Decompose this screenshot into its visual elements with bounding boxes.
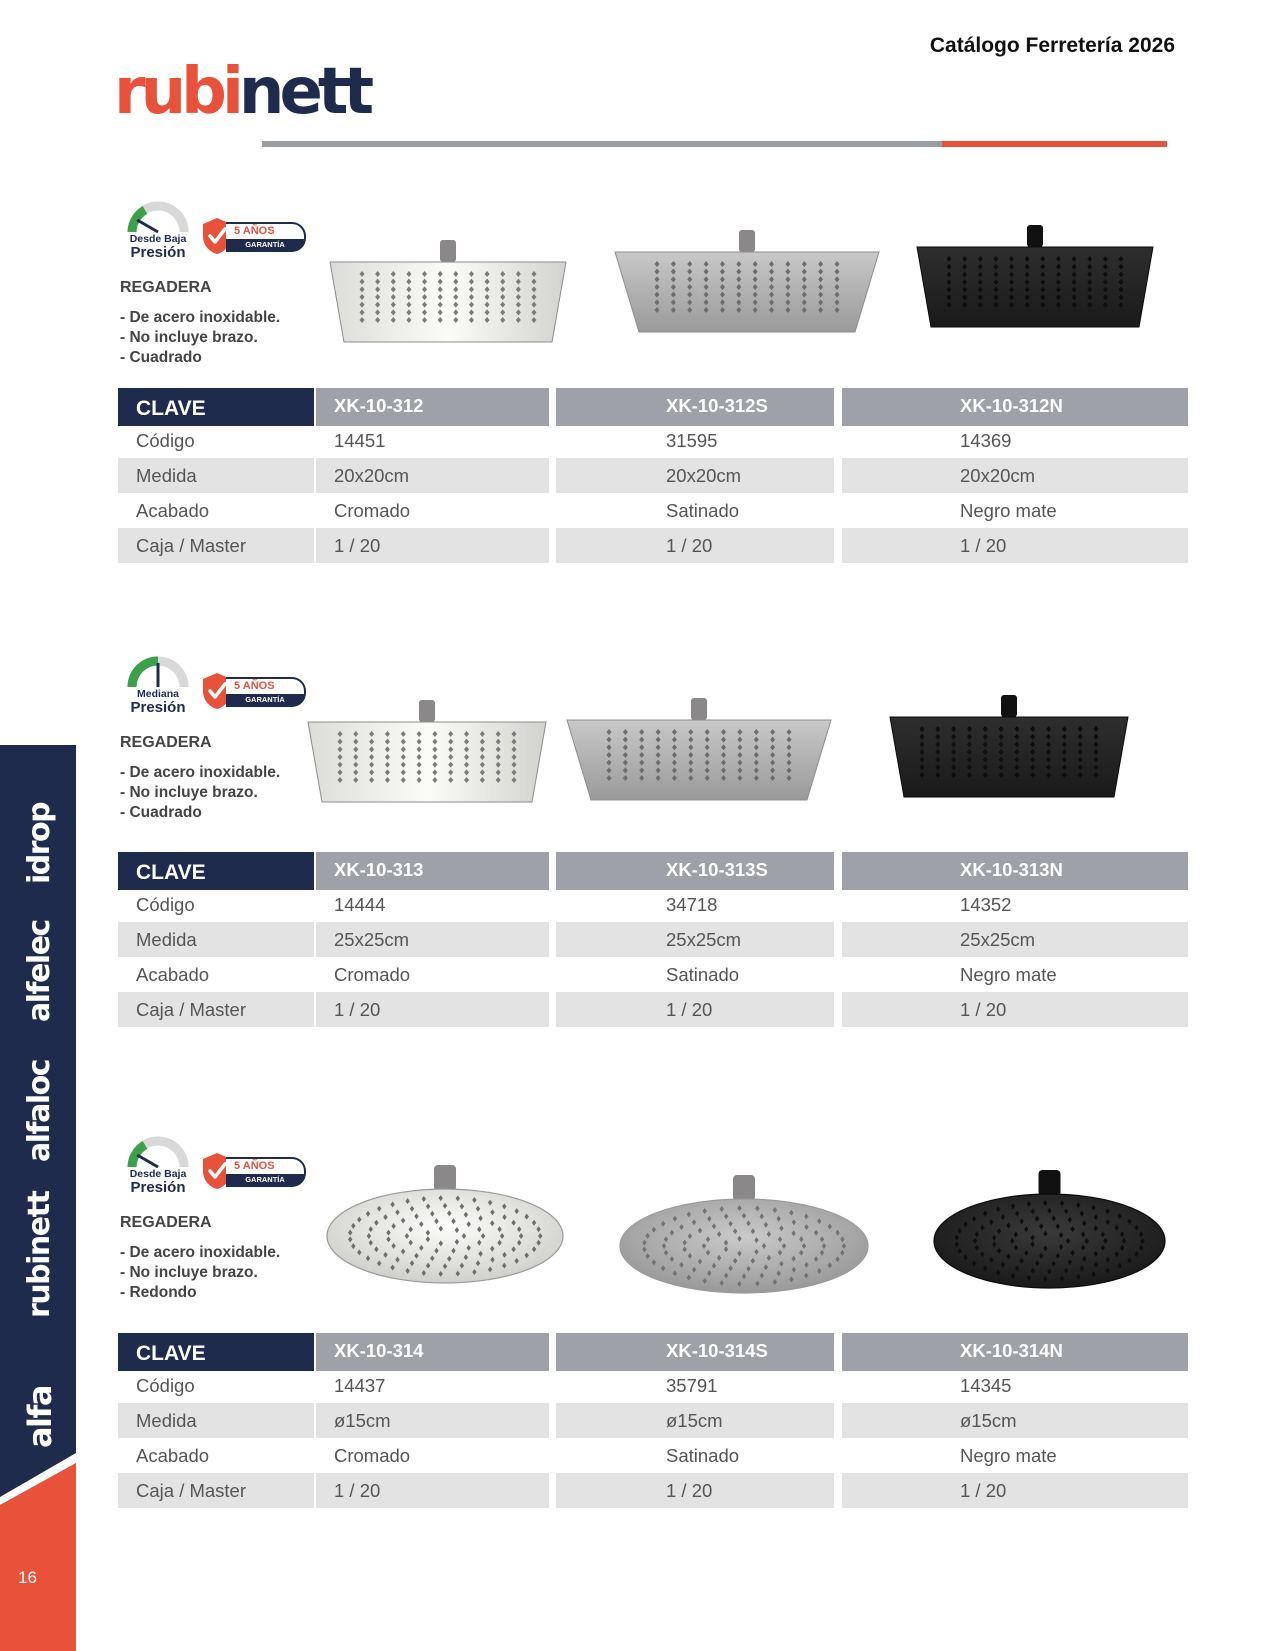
- feature-item: - Redondo: [120, 1284, 197, 1301]
- model-code: XK-10-313S: [556, 852, 834, 890]
- row-value: 14451: [334, 430, 386, 451]
- table-row: [118, 992, 1188, 1027]
- warranty-line-2: GARANTÍA: [226, 694, 304, 706]
- shower-head-black-image: [932, 1170, 1167, 1295]
- header-rule: [262, 141, 1167, 147]
- pressure-line-1: Mediana: [136, 688, 179, 700]
- row-value: 1 / 20: [842, 1473, 1188, 1508]
- row-value: Cromado: [334, 1445, 411, 1466]
- shower-head-satin-image: [613, 230, 881, 339]
- row-label: Medida: [118, 1403, 314, 1438]
- feature-item: - No incluye brazo.: [120, 329, 258, 346]
- row-value: 20x20cm: [556, 458, 834, 493]
- row-value: 35791: [666, 1375, 718, 1396]
- table-row: [118, 957, 1188, 992]
- feature-item: - De acero inoxidable.: [120, 309, 281, 326]
- shower-head-chrome-image: [325, 1165, 565, 1290]
- row-label: Medida: [118, 922, 314, 957]
- row-label: Código: [136, 894, 195, 915]
- table-header-row: [118, 1333, 1188, 1368]
- row-value: 1 / 20: [556, 1473, 834, 1508]
- model-code: XK-10-313: [316, 852, 549, 890]
- product-title: REGADERA: [120, 734, 212, 751]
- shower-head-chrome-image: [306, 700, 548, 809]
- warranty-badge: [226, 222, 306, 252]
- shower-head-black-image: [915, 225, 1155, 334]
- pressure-line-2: Presión: [130, 1179, 186, 1196]
- row-value: ø15cm: [556, 1403, 834, 1438]
- model-code: XK-10-313N: [842, 852, 1188, 890]
- feature-item: - De acero inoxidable.: [120, 764, 281, 781]
- row-value: 1 / 20: [842, 992, 1188, 1027]
- feature-list: [120, 1243, 280, 1303]
- product-title: REGADERA: [120, 279, 212, 296]
- row-value: Cromado: [334, 964, 411, 985]
- header-rule-grey: [262, 141, 942, 147]
- model-code: XK-10-314N: [842, 1333, 1188, 1371]
- row-label: Código: [136, 1375, 195, 1396]
- row-value: 31595: [666, 430, 718, 451]
- row-value: Satinado: [666, 500, 740, 521]
- shower-head-chrome-image: [328, 240, 568, 349]
- table-row: [118, 922, 1188, 957]
- pressure-line-1: Desde Baja: [129, 233, 187, 245]
- row-label: Código: [136, 430, 195, 451]
- model-code: XK-10-312S: [556, 388, 834, 426]
- shower-head-satin-image: [565, 698, 833, 807]
- row-label: Caja / Master: [118, 992, 314, 1027]
- rubinett-logo: [114, 55, 370, 129]
- feature-list: [120, 308, 280, 368]
- warranty-badge: [226, 1157, 306, 1187]
- row-label: Acabado: [136, 964, 210, 985]
- pressure-line-2: Presión: [130, 244, 186, 261]
- brand-alfa: alfa: [21, 1385, 59, 1449]
- row-value: Satinado: [666, 964, 740, 985]
- feature-item: - No incluye brazo.: [120, 784, 258, 801]
- catalog-year: 2026: [1128, 34, 1175, 57]
- spec-table: [118, 852, 1188, 1027]
- badges: [118, 1133, 298, 1199]
- row-value: 1 / 20: [842, 528, 1188, 563]
- row-value: 1 / 20: [316, 528, 549, 563]
- table-row: [118, 493, 1188, 528]
- brand-alfelec: alfelec: [22, 920, 57, 1022]
- table-row: [118, 458, 1188, 493]
- brand-rubinett: rubinett: [22, 1191, 57, 1318]
- clave-label: CLAVE: [118, 852, 314, 890]
- feature-item: - Cuadrado: [120, 349, 202, 366]
- shower-head-satin-image: [618, 1175, 870, 1300]
- feature-item: - No incluye brazo.: [120, 1264, 258, 1281]
- catalog-title: [930, 34, 1175, 58]
- table-row: [118, 1368, 1188, 1403]
- clave-label: CLAVE: [118, 1333, 314, 1371]
- table-row: [118, 423, 1188, 458]
- table-header-row: [118, 852, 1188, 887]
- model-code: XK-10-312: [316, 388, 549, 426]
- feature-item: - De acero inoxidable.: [120, 1244, 281, 1261]
- row-value: Satinado: [666, 1445, 740, 1466]
- row-value: 14345: [960, 1375, 1012, 1396]
- row-value: Negro mate: [960, 1445, 1057, 1466]
- row-value: 1 / 20: [556, 528, 834, 563]
- row-label: Caja / Master: [118, 528, 314, 563]
- row-value: ø15cm: [842, 1403, 1188, 1438]
- row-value: 1 / 20: [316, 1473, 549, 1508]
- page-number: 16: [18, 1568, 37, 1587]
- row-value: 20x20cm: [316, 458, 549, 493]
- badges: [118, 653, 298, 719]
- product-title: REGADERA: [120, 1214, 212, 1231]
- feature-list: [120, 763, 280, 823]
- row-value: Cromado: [334, 500, 411, 521]
- model-code: XK-10-314: [316, 1333, 549, 1371]
- table-row: [118, 1403, 1188, 1438]
- pressure-line-1: Desde Baja: [129, 1168, 187, 1180]
- row-label: Acabado: [136, 500, 210, 521]
- table-header-row: [118, 388, 1188, 423]
- row-value: Negro mate: [960, 964, 1057, 985]
- row-value: 1 / 20: [556, 992, 834, 1027]
- row-value: 1 / 20: [316, 992, 549, 1027]
- row-label: Caja / Master: [118, 1473, 314, 1508]
- model-code: XK-10-314S: [556, 1333, 834, 1371]
- table-row: [118, 1438, 1188, 1473]
- badges: [118, 198, 298, 264]
- row-value: ø15cm: [316, 1403, 549, 1438]
- row-value: 25x25cm: [556, 922, 834, 957]
- pressure-line-2: Presión: [130, 699, 186, 716]
- row-value: Negro mate: [960, 500, 1057, 521]
- row-value: 34718: [666, 894, 718, 915]
- row-value: 25x25cm: [842, 922, 1188, 957]
- spec-table: [118, 1333, 1188, 1508]
- brand-alfaloc: alfaloc: [22, 1060, 57, 1162]
- warranty-line-1: 5 AÑOS: [234, 225, 275, 237]
- table-row: [118, 887, 1188, 922]
- row-value: 14352: [960, 894, 1012, 915]
- logo-part-rubi: rubi: [114, 55, 239, 129]
- shower-head-black-image: [888, 695, 1130, 804]
- clave-label: CLAVE: [118, 388, 314, 426]
- warranty-line-1: 5 AÑOS: [234, 680, 275, 692]
- row-label: Medida: [118, 458, 314, 493]
- model-code: XK-10-312N: [842, 388, 1188, 426]
- warranty-line-2: GARANTÍA: [226, 239, 304, 251]
- warranty-line-1: 5 AÑOS: [234, 1160, 275, 1172]
- row-value: 25x25cm: [316, 922, 549, 957]
- logo-part-nett: nett: [238, 55, 370, 129]
- row-value: 14369: [960, 430, 1012, 451]
- row-value: 20x20cm: [842, 458, 1188, 493]
- catalog-title-text: Catálogo Ferretería: [929, 34, 1123, 57]
- brand-idrop: idrop: [22, 802, 57, 884]
- table-row: [118, 1473, 1188, 1508]
- spec-table: [118, 388, 1188, 563]
- header-rule-red: [942, 141, 1167, 147]
- table-row: [118, 528, 1188, 563]
- warranty-line-2: GARANTÍA: [226, 1174, 304, 1186]
- row-label: Acabado: [136, 1445, 210, 1466]
- feature-item: - Cuadrado: [120, 804, 202, 821]
- row-value: 14444: [334, 894, 386, 915]
- row-value: 14437: [334, 1375, 386, 1396]
- warranty-badge: [226, 677, 306, 707]
